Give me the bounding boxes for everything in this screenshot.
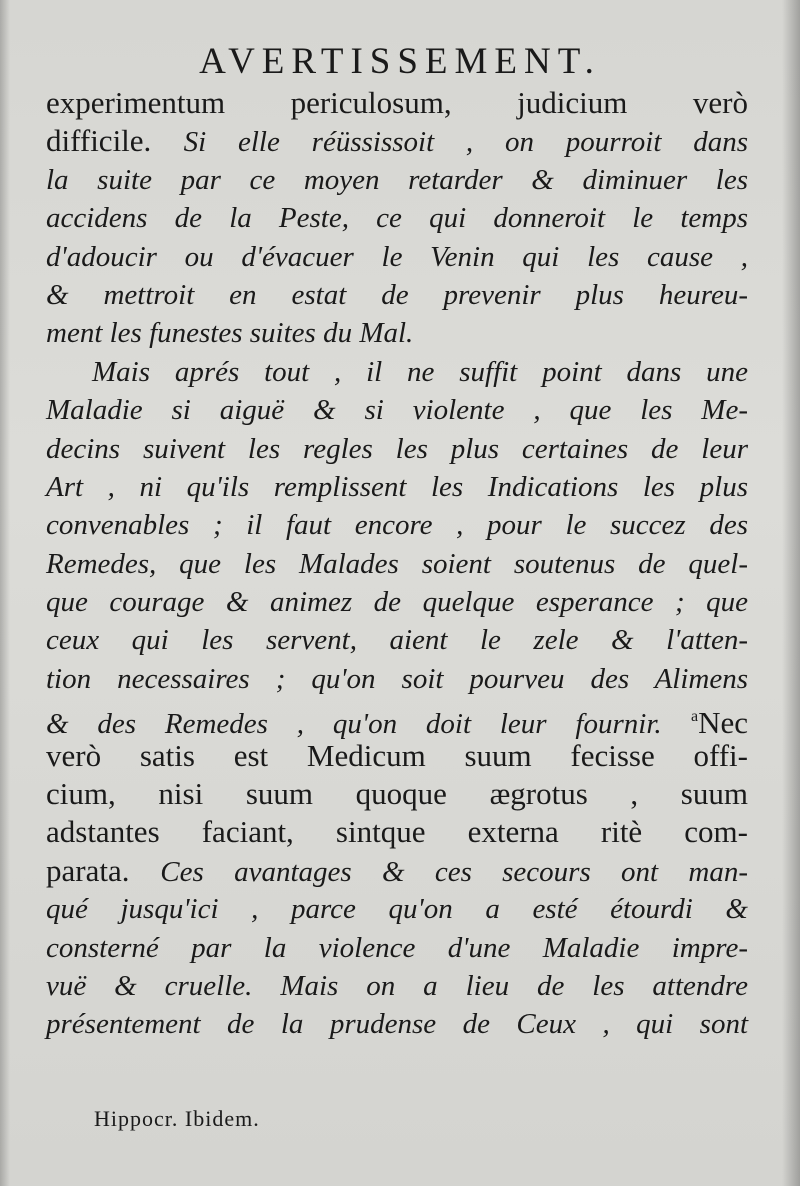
text-line: Mais aprés tout , il ne suffit point dans une xyxy=(92,355,748,388)
text-line: convenables ; il faut encore , pour le succez des xyxy=(46,509,748,542)
text-line: Maladie si aiguë & si violente , que les Me- xyxy=(46,394,748,427)
text-line: adstantes faciant, sintque externa ritè com- xyxy=(46,814,748,850)
text-line: qué jusqu'ici , parce qu'on a esté étourdi & xyxy=(46,893,748,926)
page-title: AVERTISSEMENT. xyxy=(199,41,601,82)
text-line: tion necessaires ; qu'on soit pourveu des Alimens xyxy=(46,662,748,695)
body-text xyxy=(46,84,748,1044)
text-line xyxy=(46,698,748,741)
text-span: parata. xyxy=(46,852,130,888)
text-line: ment les funestes suites du Mal. xyxy=(46,317,414,350)
text-line: la suite par ce moyen retarder & diminuer les xyxy=(46,163,748,196)
text-line: ceux qui les servent, aient le zele & l'atten- xyxy=(46,624,748,657)
text-line: Art , ni qu'ils remplissent les Indications les plus xyxy=(46,470,748,503)
text-line xyxy=(46,852,748,890)
text-span: difficile. xyxy=(46,123,152,159)
text-line: experimentum periculosum, judicium verò xyxy=(46,85,748,120)
text-line: consterné par la violence d'une Maladie impre- xyxy=(46,931,748,964)
text-line xyxy=(46,122,748,160)
page-edge-shadow-right xyxy=(782,0,800,1186)
footnote: Hippocr. Ibidem. xyxy=(94,1106,260,1131)
text-line: verò satis est Medicum suum fecisse offi- xyxy=(46,737,748,773)
text-line: cium, nisi suum quoque ægrotus , suum xyxy=(46,776,748,812)
footnote-marker: a xyxy=(690,708,699,726)
text-line: Remedes, que les Malades soient soutenus de quel- xyxy=(46,547,748,580)
text-span-italic: Si elle réüssissoit , on pourroit dans xyxy=(183,126,749,159)
text-line: accidens de la Peste, ce qui donneroit le temps xyxy=(46,202,748,235)
text-line: & mettroit en estat de prevenir plus heureu- xyxy=(46,278,748,311)
page-edge-shadow-left xyxy=(0,0,10,1186)
text-line: que courage & animez de quelque esperance ; que xyxy=(46,586,748,619)
text-line: d'adoucir ou d'évacuer le Venin qui les cause , xyxy=(46,240,748,273)
text-span: Nec xyxy=(698,705,748,741)
text-span-italic: Ces avantages & ces secours ont man- xyxy=(160,855,749,888)
text-line: vuë & cruelle. Mais on a lieu de les attendre xyxy=(46,969,748,1002)
text-line: decins suivent les regles les plus certaines de leur xyxy=(46,432,748,465)
text-span-italic: & des Remedes , qu'on doit leur fournir. xyxy=(46,708,662,741)
text-line: présentement de la prudense de Ceux , qui sont xyxy=(46,1008,748,1041)
